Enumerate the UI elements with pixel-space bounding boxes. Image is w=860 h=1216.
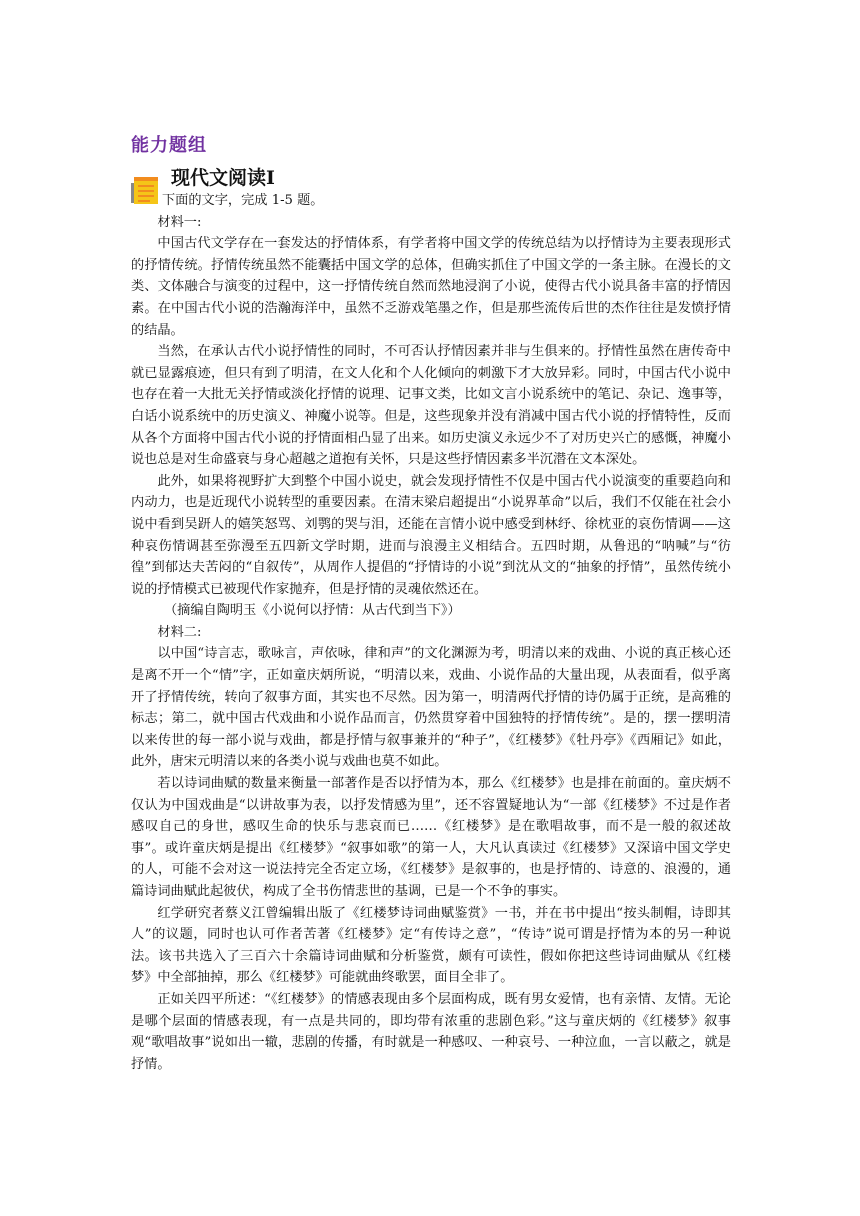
material-one-paragraph: 此外，如果将视野扩大到整个中国小说史，就会发现抒情性不仅是中国古代小说演变的重要趋向和内动力，也是近现代小说转型的重要因素。在清末梁启超提出“小说界革命”以后，我们不仅能在社会小说中看到吴趼人的嬉笑怒骂、刘鹗的哭与泪，还能在言情小说中感受到林纾、徐枕亚的哀伤情调——这种哀伤情调甚至弥漫至五四新文学时期，进而与浪漫主义相结合。五四时期，从鲁迅的“呐喊”与“彷徨”到郁达夫苦闷的“自叙传”，从周作人提倡的“抒情诗的小说”到沈从文的“抽象的抒情”，虽然传统小说的抒情模式已被现代作家抛弃，但是抒情的灵魂依然还在。: [131, 473, 731, 597]
subsection-title: 现代文阅读Ⅰ: [171, 167, 275, 189]
instruction-text: 下面的文字，完成 1-5 题。: [162, 193, 324, 208]
material-two-paragraph: 红学研究者蔡义江曾编辑出版了《红楼梦诗词曲赋鉴赏》一书，并在书中提出“按头制帽，诗即其人”的议题，同时也认可作者苦著《红楼梦》定“有传诗之意”，“传诗”说可谓是抒情为本的另一种说法。该书共选入了三百六十余篇诗词曲赋和分析鉴赏，颇有可读性，假如你把这些诗词曲赋从《红楼梦》中全部抽掉，那么《红楼梦》可能就曲终歌罢，面目全非了。: [131, 905, 731, 986]
material-one-paragraph: 当然，在承认古代小说抒情性的同时，不可否认抒情因素并非与生俱来的。抒情性虽然在唐传奇中就已显露痕迹，但只有到了明清，在文人化和个人化倾向的刺激下才大放异彩。同时，中国古代小说中也存在着一大批无关抒情或淡化抒情的说理、记事文类，比如文言小说系统中的笔记、杂记、逸事等，白话小说系统中的历史演义、神魔小说等。但是，这些现象并没有消减中国古代小说的抒情特性，反而从各个方面将中国古代小说的抒情面相凸显了出来。如历史演义永远少不了对历史兴亡的感慨，神魔小说也总是对生命盛衰与身心超越之道抱有关怀，只是这些抒情因素多半沉潜在文本深处。: [131, 344, 731, 468]
material-two-label: 材料二:: [157, 624, 202, 640]
material-one-label: 材料一:: [157, 214, 202, 230]
section-title: 能力题组: [131, 135, 207, 156]
material-one-source: （摘编自陶明玉《小说何以抒情：从古代到当下》）: [164, 603, 461, 619]
material-one-paragraph: 中国古代文学存在一套发达的抒情体系，有学者将中国文学的传统总结为以抒情诗为主要表现形式的抒情传统。抒情传统虽然不能囊括中国文学的总体，但确实抓住了中国文学的一条主脉。在漫长的文类、文体融合与演变的过程中，这一抒情传统自然而然地浸润了小说，使得古代小说具备丰富的抒情因素。在中国古代小说的浩瀚海洋中，虽然不乏游戏笔墨之作，但是那些流传后世的杰作往往是发愤抒情的结晶。: [131, 236, 731, 338]
material-two-paragraph: 若以诗词曲赋的数量来衡量一部著作是否以抒情为本，那么《红楼梦》也是排在前面的。童庆炳不仅认为中国戏曲是“以讲故事为表，以抒发情感为里”，还不容置疑地认为“一部《红楼梦》不过是作者感叹自己的身世，感叹生命的快乐与悲哀而已……《红楼梦》是在歌唱故事，而不是一般的叙述故事”。或许童庆炳是提出《红楼梦》“叙事如歌”的第一人，大凡认真读过《红楼梦》又深谙中国文学史的人，可能不会对这一说法持完全否定立场，《红楼梦》是叙事的，也是抒情的、诗意的、浪漫的，通篇诗词曲赋此起彼伏，构成了全书伤情悲世的基调，已是一个不争的事实。: [131, 776, 731, 899]
reading-passage: [131, 190, 731, 1075]
material-two-paragraph: 正如关四平所述：“《红楼梦》的情感表现由多个层面构成，既有男女爱情，也有亲情、友情。无论是哪个层面的情感表现，有一点是共同的，即均带有浓重的悲剧色彩。”这与童庆炳的《红楼梦》叙事观“歌唱故事”说如出一辙，悲剧的传播，有时就是一种感叹、一种哀号、一种泣血，一言以蔽之，就是抒情。: [131, 991, 731, 1072]
material-two-paragraph: 以中国“诗言志，歌咏言，声依咏，律和声”的文化渊源为考，明清以来的戏曲、小说的真正核心还是离不开一个“情”字，正如童庆炳所说，“明清以来，戏曲、小说作品的大量出现，从表面看，似乎离开了抒情传统，转向了叙事方面，其实也不尽然。因为第一，明清两代抒情的诗仍属于正统，是高雅的标志；第二，就中国古代戏曲和小说作品而言，仍然贯穿着中国独特的抒情传统”。是的，摆一摆明清以来传世的每一部小说与戏曲，都是抒情与叙事兼并的“种子”，《红楼梦》《牡丹亭》《西厢记》如此，此外，唐宋元明清以来的各类小说与戏曲也莫不如此。: [131, 646, 731, 770]
